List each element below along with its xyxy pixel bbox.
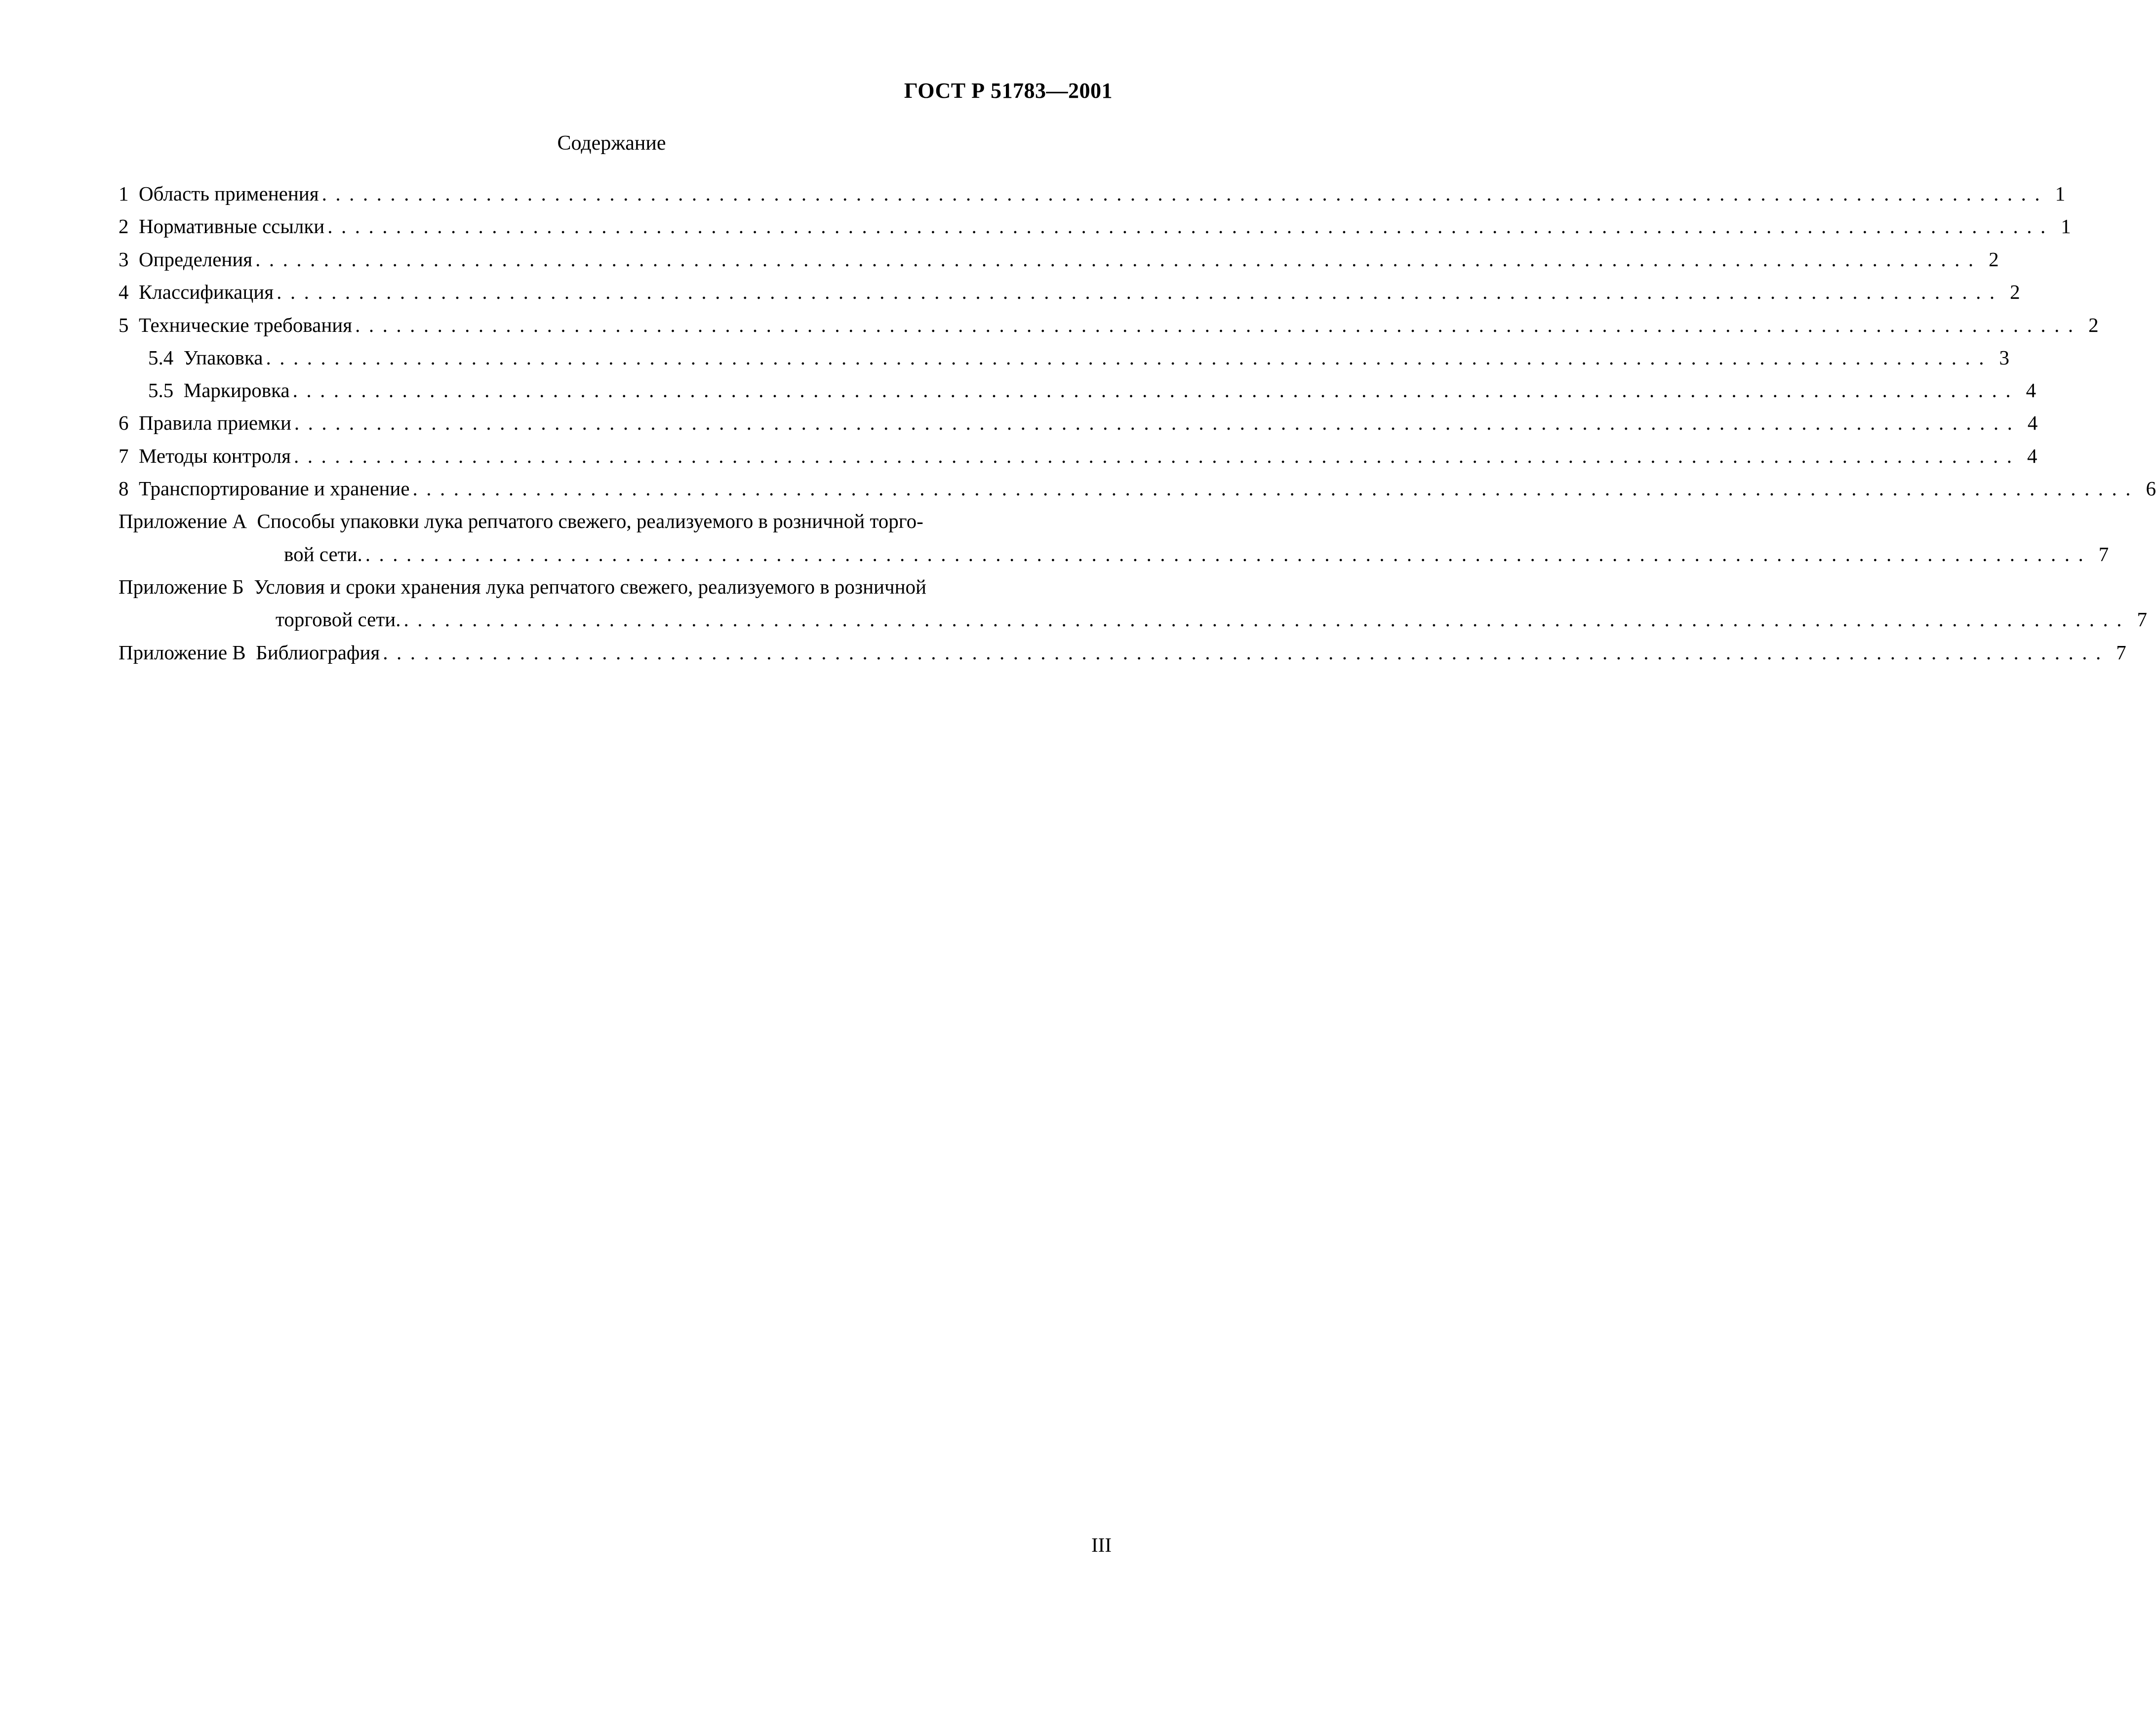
toc-entry-1[interactable]	[119, 181, 2066, 206]
dot-leader: ..............................................................................................................................	[266, 346, 1993, 369]
toc-entry-label: 1 Область применения	[119, 182, 319, 205]
dot-leader: ..............................................................................................................................	[321, 182, 2049, 205]
toc-entry-label: 6 Правила приемки	[119, 411, 291, 434]
dot-leader: ..............................................................................................................................	[403, 608, 2130, 631]
toc-entry-page: 7	[2116, 641, 2126, 664]
toc-entry-5-5[interactable]	[119, 377, 2036, 403]
toc-entry-6[interactable]	[119, 410, 2038, 436]
toc-entry-page: 7	[2137, 608, 2147, 631]
toc-entry-page: 4	[2026, 379, 2036, 402]
toc-entry-label: Приложение В Библиография	[119, 641, 380, 664]
dot-leader: ..............................................................................................................................	[365, 543, 2092, 565]
toc-entry-label: 7 Методы контроля	[119, 444, 291, 467]
dot-leader: ..............................................................................................................................	[383, 641, 2110, 664]
toc-entry-label: 3 Определения	[119, 248, 253, 271]
toc-entry-4[interactable]	[119, 279, 2020, 305]
dot-leader: ..............................................................................................................................	[327, 215, 2054, 238]
dot-leader: ..............................................................................................................................	[294, 411, 2021, 434]
toc-entry-2[interactable]	[119, 213, 2071, 239]
dot-leader: ..............................................................................................................................	[277, 281, 2003, 303]
toc-entry-page: 4	[2027, 411, 2038, 434]
toc-entry-page: 2	[1989, 248, 1999, 271]
toc-appendix-title-cont: вой сети.	[284, 543, 362, 565]
toc-entry-label: 5 Технические требования	[119, 314, 353, 336]
toc-entry-page: 6	[2146, 477, 2156, 500]
dot-leader: ..............................................................................................................................	[293, 444, 2021, 467]
toc-appendix-title: Приложение Б Условия и сроки хранения лука репчатого свежего, реализуемого в розничной	[119, 575, 926, 598]
dot-leader: ..............................................................................................................................	[355, 314, 2082, 336]
document-code: ГОСТ Р 51783—2001	[904, 79, 1113, 103]
toc-entry-7[interactable]	[119, 443, 2037, 469]
toc-entry-5-4[interactable]	[119, 345, 2010, 370]
toc-entry-page: 1	[2061, 215, 2071, 238]
toc-entry-page: 7	[2098, 543, 2109, 565]
dot-leader: ..............................................................................................................................	[255, 248, 1982, 271]
toc-entry-page: 4	[2027, 444, 2037, 467]
dot-leader: ..............................................................................................................................	[292, 379, 2020, 402]
dot-leader: ..............................................................................................................................	[412, 477, 2140, 500]
toc-entry-8[interactable]	[119, 476, 2156, 501]
toc-title: Содержание	[557, 132, 666, 155]
toc-entry-label: 5.4 Упаковка	[148, 346, 263, 369]
toc-appendix-title-cont: торговой сети.	[276, 608, 401, 631]
toc-entry-page: 3	[1999, 346, 2010, 369]
toc-entry-page: 2	[2088, 314, 2099, 336]
toc-entry-3[interactable]	[119, 246, 1999, 272]
toc-entry-label: 2 Нормативные ссылки	[119, 215, 325, 238]
toc-appendix-v[interactable]	[119, 640, 2126, 665]
toc-entry-page: 2	[2010, 281, 2020, 303]
toc-entry-label: 4 Классификация	[119, 281, 274, 303]
page-number: III	[1091, 1533, 1112, 1556]
toc-appendix-title: Приложение А Способы упаковки лука репчатого свежего, реализуемого в розничной торго-	[119, 510, 923, 532]
toc-entry-page: 1	[2055, 182, 2066, 205]
toc-entry-5[interactable]	[119, 312, 2099, 338]
toc-entry-label: 8 Транспортирование и хранение	[119, 477, 410, 500]
toc-entry-label: 5.5 Маркировка	[148, 379, 290, 402]
